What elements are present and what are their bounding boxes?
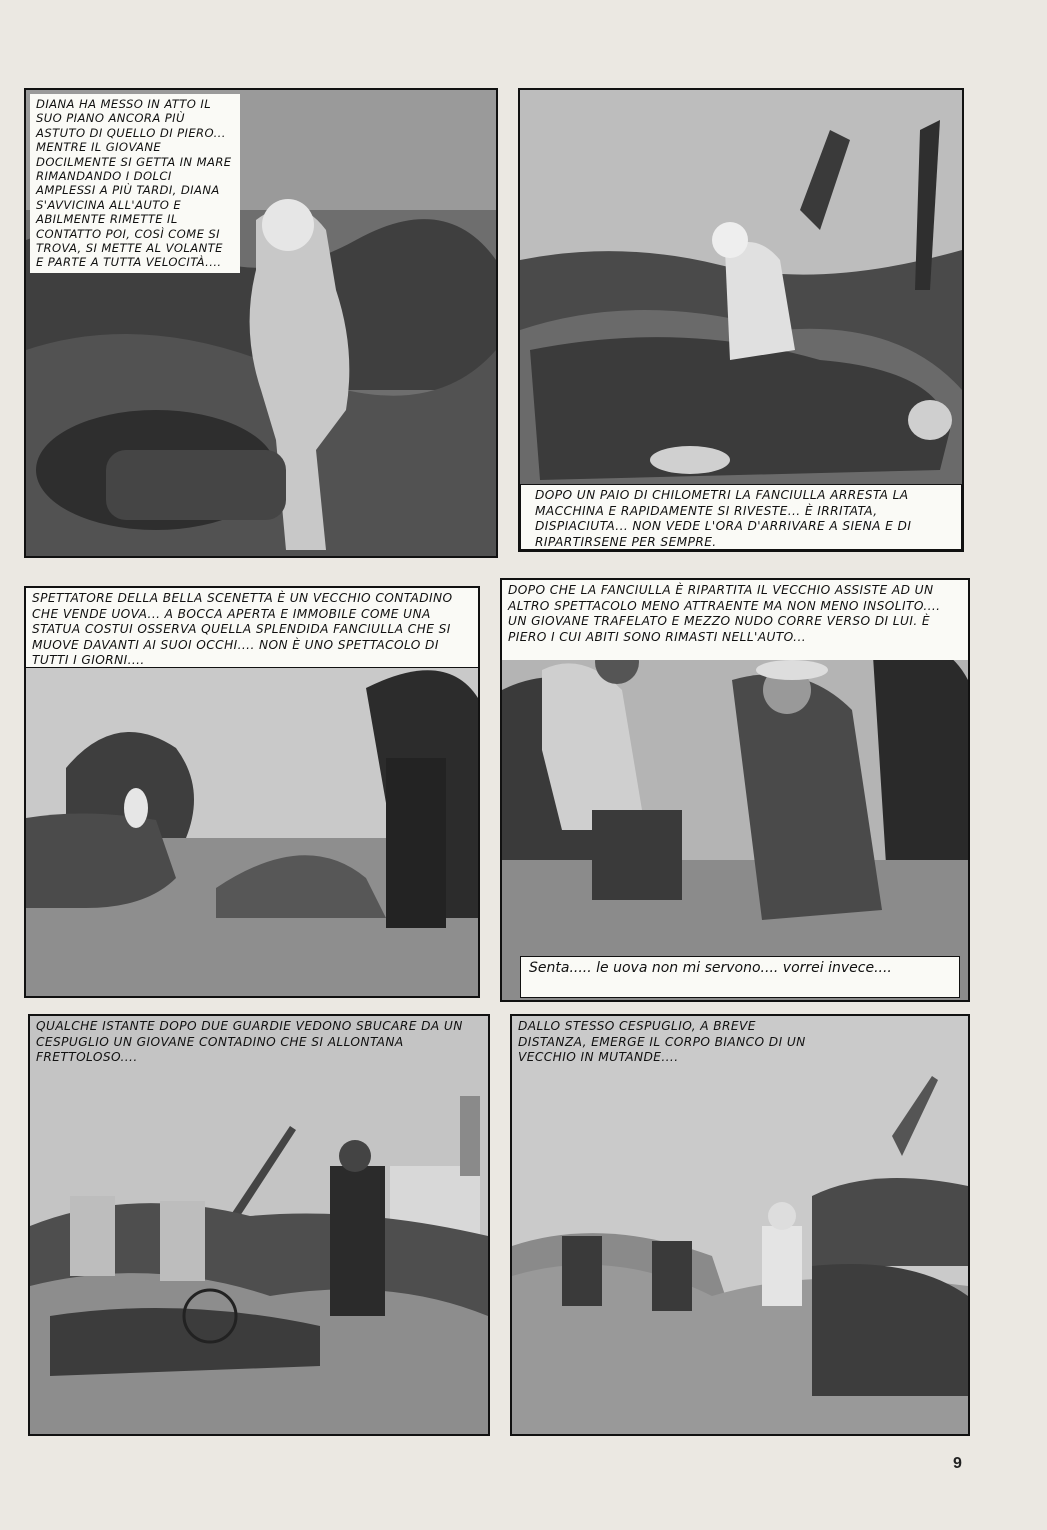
panel-3-caption: SPETTATORE DELLA BELLA SCENETTA È UN VECCHIO CONTADINO CHE VENDE UOVA... A BOCCA APERTA E IMMOBILE COME UNA STATUA COSTUI OSSERVA QUELLA SPLENDIDA FANCIULLA CHE SI MUOVE DAVANTI AI SUOI OCCHI.... NON È UNO SPETTACOLO DI TUTTI I GIORNI.... [26, 588, 478, 668]
panel-4 [500, 578, 970, 1002]
panel-5-caption: QUALCHE ISTANTE DOPO DUE GUARDIE VEDONO SBUCARE DA UN CESPUGLIO UN GIOVANE CONTADINO CHE SI ALLONTANA FRETTOLOSO.... [30, 1016, 488, 1080]
panel-1-caption: DIANA HA MESSO IN ATTO IL SUO PIANO ANCORA PIÙ ASTUTO DI QUELLO DI PIERO... MENTRE IL GIOVANE DOCILMENTE SI GETTA IN MARE RIMANDANDO I DOLCI AMPLESSI A PIÙ TARDI, DIANA S'AVVICINA ALL'AUTO E ABILMENTE RIMETTE IL CONTATTO POI, COSÌ COME SI TROVA, SI METTE AL VOLANTE E PARTE A TUTTA VELOCITÀ.... [30, 94, 240, 273]
panel-4-caption: DOPO CHE LA FANCIULLA È RIPARTITA IL VECCHIO ASSISTE AD UN ALTRO SPETTACOLO MENO ATTRAENTE MA NON MENO INSOLITO.... UN GIOVANE TRAFELATO E MEZZO NUDO CORRE VERSO DI LUI. È PIERO I CUI ABITI SONO RIMASTI NELL'AUTO... [502, 580, 968, 660]
panel-6-caption: DALLO STESSO CESPUGLIO, A BREVE DISTANZA, EMERGE IL CORPO BIANCO DI UN VECCHIO IN MUTANDE.... [512, 1016, 812, 1080]
photo-woman-dressing-by-car [520, 90, 962, 550]
panel-6 [510, 1014, 970, 1436]
panel-5 [28, 1014, 490, 1436]
panel-1 [24, 88, 498, 558]
page-number: 9 [953, 1455, 962, 1472]
panel-2 [518, 88, 964, 552]
panel-4-speech-balloon: Senta..... le uova non mi servono.... vorrei invece.... [520, 956, 960, 998]
panel-2-caption: DOPO UN PAIO DI CHILOMETRI LA FANCIULLA ARRESTA LA MACCHINA E RAPIDAMENTE SI RIVESTE... È IRRITATA, DISPIACIUTA... NON VEDE L'ORA D'ARRIVARE A SIENA E DI RIPARTIRSENE PER SEMPRE. [520, 484, 962, 550]
panel-3 [24, 586, 480, 998]
